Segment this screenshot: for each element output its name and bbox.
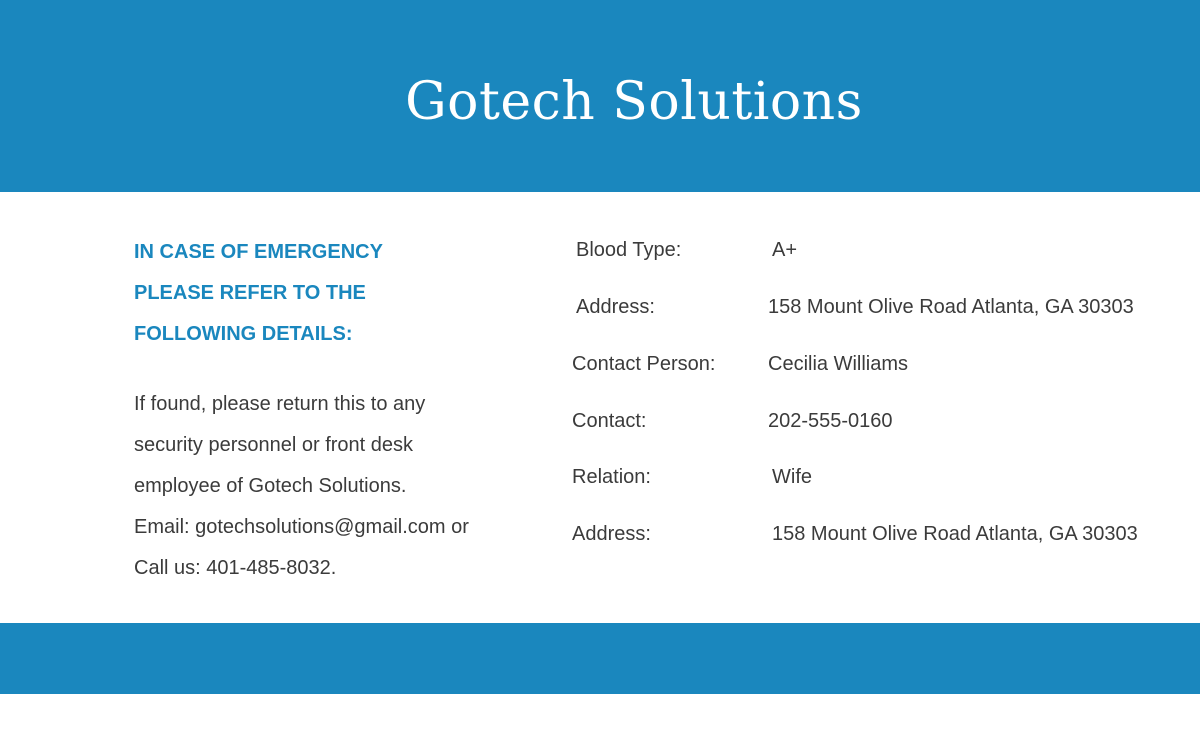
instruction-line: Call us: 401-485-8032. [134, 557, 337, 579]
detail-row-contact [0, 405, 1200, 437]
instruction-line: security personnel or front desk [134, 434, 414, 456]
detail-row-address-contact [0, 518, 1200, 550]
detail-row-relation [0, 461, 1200, 493]
footer-band [0, 623, 1200, 694]
detail-label: Contact Person: [572, 353, 716, 375]
detail-value: 202-555-0160 [768, 410, 893, 432]
detail-value: Cecilia Williams [768, 353, 909, 375]
detail-label: Blood Type: [576, 239, 682, 261]
emergency-heading-line: PLEASE REFER TO THE [134, 282, 366, 304]
detail-label: Contact: [572, 410, 647, 432]
detail-row-contact-person [0, 348, 1200, 380]
detail-value: A+ [772, 239, 798, 261]
detail-label: Relation: [572, 466, 651, 488]
detail-value: 158 Mount Olive Road Atlanta, GA 30303 [768, 296, 1134, 318]
detail-value: 158 Mount Olive Road Atlanta, GA 30303 [772, 523, 1138, 545]
instruction-line: If found, please return this to any [134, 393, 426, 415]
detail-value: Wife [772, 466, 812, 488]
instruction-line: employee of Gotech Solutions. [134, 475, 407, 497]
company-name: Gotech Solutions [405, 72, 863, 132]
detail-row-address [0, 291, 1200, 323]
detail-label: Address: [576, 296, 655, 318]
detail-label: Address: [572, 523, 651, 545]
instruction-line: Email: gotechsolutions@gmail.com or [134, 516, 469, 538]
emergency-heading-line: IN CASE OF EMERGENCY [134, 241, 383, 263]
detail-row-blood-type [0, 234, 1200, 266]
emergency-heading-line: FOLLOWING DETAILS: [134, 323, 353, 345]
